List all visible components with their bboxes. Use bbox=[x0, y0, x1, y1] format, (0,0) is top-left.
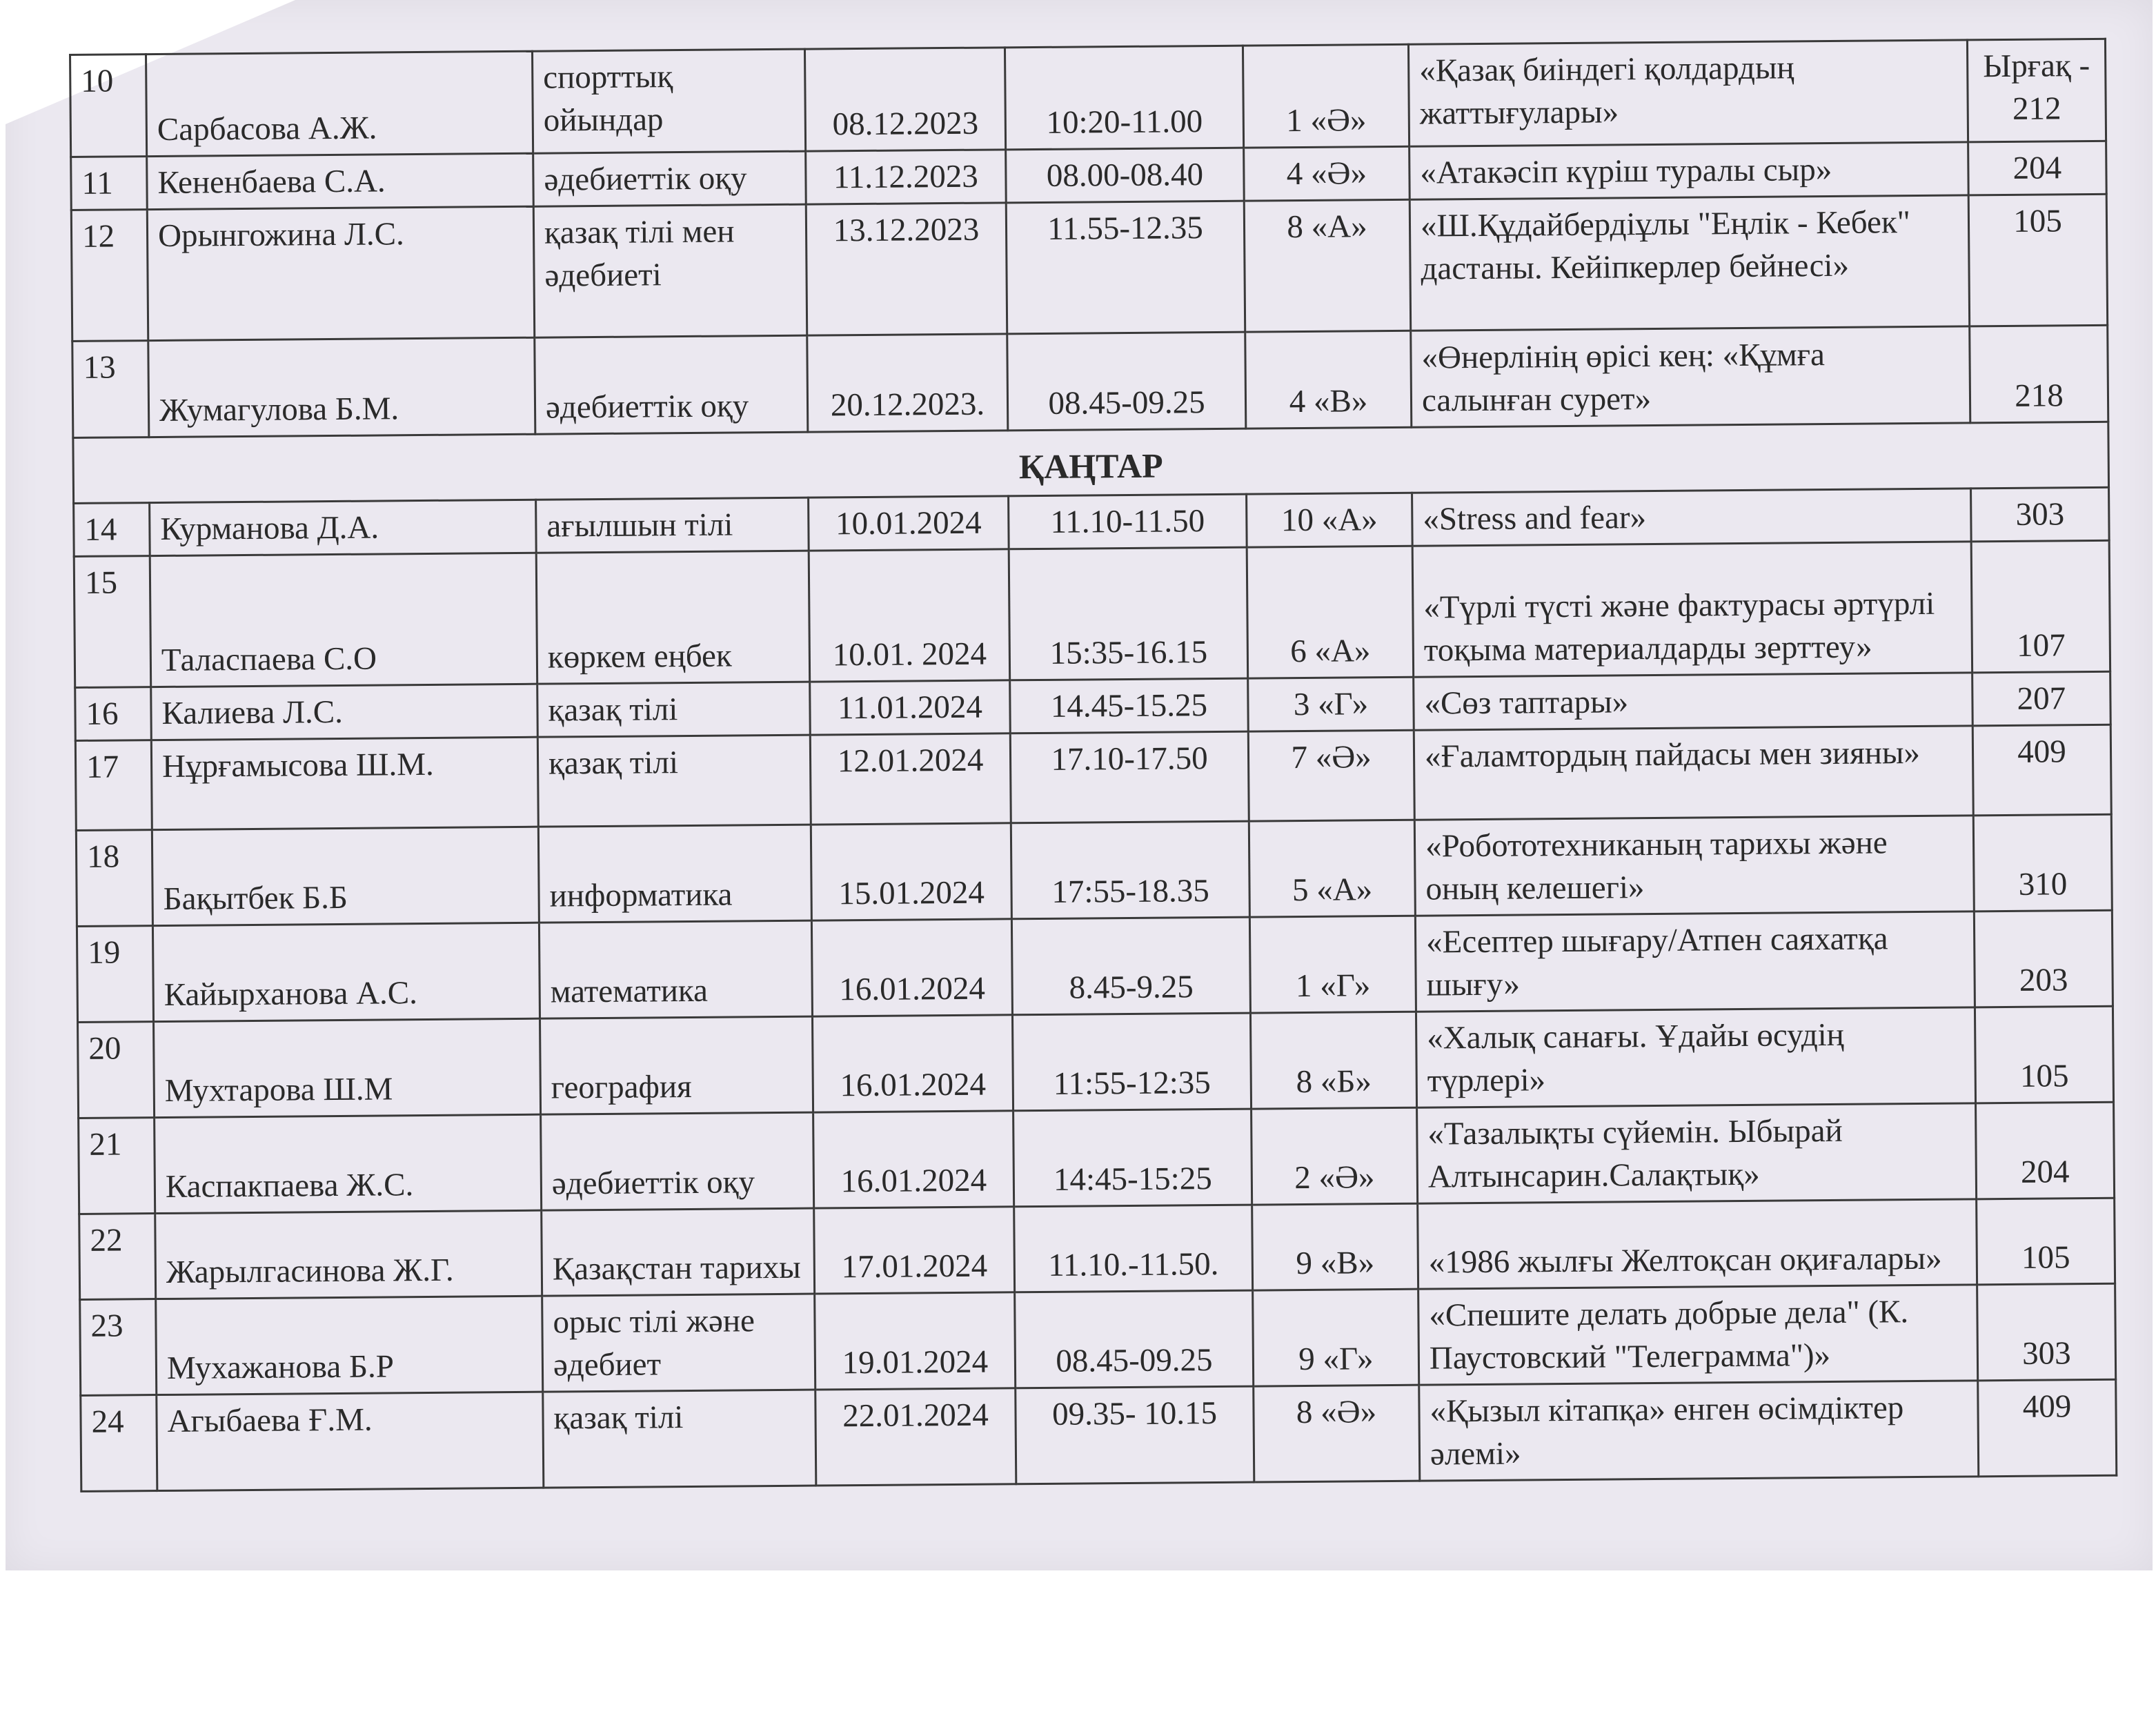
lesson-time: 11.10.-11.50. bbox=[1014, 1205, 1253, 1292]
subject: әдебиеттік оқу bbox=[541, 1112, 814, 1210]
lesson-topic: «Сөз таптары» bbox=[1414, 673, 1973, 730]
row-number: 20 bbox=[78, 1022, 155, 1118]
table-row bbox=[80, 1283, 2116, 1395]
teacher-name: Курманова Д.А. bbox=[150, 500, 537, 555]
lesson-time: 08.00-08.40 bbox=[1006, 148, 1245, 203]
lesson-time: 08.45-09.25 bbox=[1007, 332, 1246, 431]
teacher-name: Жарылгасинова Ж.Г. bbox=[155, 1210, 542, 1299]
table-body-january bbox=[74, 487, 2117, 1491]
room-number: Ырғақ - 212 bbox=[1967, 39, 2106, 142]
table-row bbox=[74, 540, 2110, 687]
lesson-date: 15.01.2024 bbox=[811, 823, 1011, 920]
lesson-topic: «Қазақ биіндегі қолдардың жаттығулары» bbox=[1408, 40, 1968, 146]
teacher-name: Агыбаева Ғ.М. bbox=[157, 1392, 544, 1490]
lesson-date: 08.12.2023 bbox=[804, 48, 1005, 151]
lesson-topic: «Түрлі түсті және фактурасы әртүрлі тоқыма материалдарды зерттеу» bbox=[1412, 542, 1972, 677]
class-grade: 8 «Ә» bbox=[1254, 1385, 1420, 1482]
room-number: 218 bbox=[1970, 325, 2108, 423]
lesson-topic: «Халық санағы. Ұдайы өсудің түрлері» bbox=[1416, 1007, 1975, 1107]
row-number: 15 bbox=[74, 556, 150, 688]
class-grade: 10 «А» bbox=[1247, 493, 1413, 547]
class-grade: 9 «Г» bbox=[1253, 1289, 1419, 1386]
lesson-time: 09.35- 10.15 bbox=[1016, 1386, 1254, 1484]
row-number: 12 bbox=[71, 210, 148, 342]
lesson-date: 12.01.2024 bbox=[810, 733, 1011, 825]
room-number: 203 bbox=[1974, 910, 2113, 1007]
subject: информатика bbox=[538, 825, 811, 923]
room-number: 303 bbox=[1971, 487, 2110, 542]
table-body-december bbox=[70, 39, 2109, 503]
lesson-time: 17:55-18.35 bbox=[1011, 821, 1249, 919]
teacher-name: Каспакпаева Ж.С. bbox=[155, 1114, 542, 1213]
lesson-topic: «Ғаламтордың пайдасы мен зияны» bbox=[1414, 726, 1973, 820]
row-number: 16 bbox=[75, 687, 152, 741]
class-grade: 9 «В» bbox=[1252, 1203, 1418, 1290]
teacher-name: Сарбасова А.Ж. bbox=[146, 51, 533, 156]
lesson-topic: «Өнерлінің өрісі кең: «Құмға салынған сурет» bbox=[1411, 326, 1970, 427]
lesson-topic: «Stress and fear» bbox=[1412, 489, 1972, 546]
lesson-topic: «Робототехниканың тарихы және оның келешегі» bbox=[1414, 816, 1974, 916]
subject: әдебиеттік оқу bbox=[535, 335, 808, 434]
table-row bbox=[70, 39, 2106, 157]
room-number: 204 bbox=[1976, 1102, 2115, 1199]
row-number: 24 bbox=[81, 1395, 157, 1492]
lesson-topic: «1986 жылғы Желтоқсан оқиғалары» bbox=[1418, 1199, 1977, 1289]
subject: спорттық ойындар bbox=[532, 49, 805, 153]
teacher-name: Калиева Л.С. bbox=[151, 684, 538, 740]
room-number: 105 bbox=[1968, 194, 2107, 326]
subject: орыс тілі және әдебиет bbox=[542, 1294, 815, 1392]
room-number: 409 bbox=[1972, 724, 2111, 816]
subject: математика bbox=[539, 920, 812, 1018]
teacher-name: Бақытбек Б.Б bbox=[152, 827, 539, 925]
month-heading: ҚАҢТАР bbox=[73, 422, 2109, 503]
row-number: 21 bbox=[79, 1118, 155, 1214]
row-number: 22 bbox=[79, 1214, 156, 1300]
schedule-table bbox=[69, 38, 2117, 1492]
room-number: 409 bbox=[1978, 1379, 2117, 1477]
lesson-time: 11.10-11.50 bbox=[1009, 494, 1247, 549]
lesson-date: 22.01.2024 bbox=[815, 1388, 1016, 1486]
table-row bbox=[81, 1379, 2117, 1491]
class-grade: 1 «Ә» bbox=[1243, 44, 1409, 148]
room-number: 207 bbox=[1972, 671, 2111, 726]
lesson-topic: «Ш.Құдайбердіұлы "Еңлік - Кебек" дастаны. Кейіпкерлер бейнесі» bbox=[1410, 195, 1969, 331]
class-grade: 2 «Ә» bbox=[1252, 1107, 1418, 1205]
room-number: 204 bbox=[1968, 141, 2107, 195]
lesson-date: 13.12.2023 bbox=[806, 203, 1007, 335]
subject: қазақ тілі мен әдебиеті bbox=[533, 204, 807, 337]
subject: Қазақстан тарихы bbox=[542, 1208, 815, 1296]
lesson-time: 15:35-16.15 bbox=[1009, 547, 1247, 680]
lesson-topic: «Атакәсіп күріш туралы сыр» bbox=[1410, 142, 1969, 199]
lesson-time: 17.10-17.50 bbox=[1010, 731, 1249, 823]
lesson-date: 11.01.2024 bbox=[810, 680, 1011, 735]
row-number: 14 bbox=[74, 503, 150, 557]
lesson-date: 11.12.2023 bbox=[806, 150, 1007, 204]
lesson-time: 08.45-09.25 bbox=[1015, 1290, 1254, 1388]
table-row bbox=[76, 814, 2112, 926]
teacher-name: Нұрғамысова Ш.М. bbox=[151, 737, 538, 829]
room-number: 310 bbox=[1973, 814, 2112, 911]
class-grade: 5 «А» bbox=[1249, 820, 1415, 917]
row-number: 17 bbox=[75, 740, 152, 831]
lesson-time: 14.45-15.25 bbox=[1010, 678, 1249, 733]
teacher-name: Мухтарова Ш.М bbox=[154, 1018, 541, 1117]
class-grade: 8 «А» bbox=[1244, 199, 1410, 332]
teacher-name: Мухажанова Б.Р bbox=[156, 1296, 543, 1394]
table-row bbox=[71, 194, 2107, 341]
schedule-table-wrapper bbox=[69, 38, 2115, 1492]
class-grade: 4 «Ә» bbox=[1244, 146, 1410, 201]
row-number: 10 bbox=[70, 55, 147, 157]
subject: әдебиеттік оқу bbox=[533, 151, 807, 206]
class-grade: 8 «Б» bbox=[1250, 1012, 1416, 1109]
row-number: 19 bbox=[77, 926, 153, 1023]
lesson-date: 16.01.2024 bbox=[813, 1111, 1014, 1208]
subject: қазақ тілі bbox=[537, 682, 811, 737]
room-number: 105 bbox=[1977, 1198, 2115, 1285]
row-number: 23 bbox=[80, 1299, 157, 1396]
table-row bbox=[77, 910, 2113, 1022]
lesson-date: 16.01.2024 bbox=[812, 1015, 1013, 1112]
lesson-topic: «Спешите делать добрые дела" (К. Паустовский "Телеграмма")» bbox=[1418, 1285, 1978, 1385]
class-grade: 1 «Г» bbox=[1249, 916, 1416, 1013]
lesson-date: 10.01.2024 bbox=[809, 496, 1009, 551]
table-row bbox=[79, 1102, 2115, 1214]
lesson-date: 19.01.2024 bbox=[815, 1292, 1016, 1390]
lesson-topic: «Тазалықты сүйемін. Ыбырай Алтынсарин.Салақтық» bbox=[1417, 1103, 1977, 1203]
lesson-time: 14:45-15:25 bbox=[1013, 1109, 1252, 1207]
table-row bbox=[79, 1198, 2115, 1299]
teacher-name: Кайырханова А.С. bbox=[152, 923, 540, 1021]
subject: көркем еңбек bbox=[536, 551, 809, 684]
teacher-name: Жумагулова Б.М. bbox=[148, 337, 535, 437]
lesson-time: 11.55-12.35 bbox=[1006, 201, 1245, 334]
lesson-topic: «Қызыл кітапқа» енген өсімдіктер әлемі» bbox=[1419, 1381, 1979, 1481]
class-grade: 6 «А» bbox=[1247, 546, 1413, 678]
lesson-time: 11:55-12:35 bbox=[1012, 1013, 1251, 1111]
lesson-date: 20.12.2023. bbox=[807, 334, 1008, 432]
subject: қазақ тілі bbox=[537, 735, 811, 827]
subject: қазақ тілі bbox=[543, 1390, 816, 1488]
table-row bbox=[72, 325, 2108, 437]
teacher-name: Орынгожина Л.С. bbox=[147, 206, 534, 340]
table-row bbox=[75, 724, 2111, 830]
room-number: 303 bbox=[1977, 1283, 2116, 1381]
lesson-date: 10.01. 2024 bbox=[809, 549, 1009, 682]
table-row bbox=[78, 1006, 2114, 1118]
class-grade: 4 «В» bbox=[1245, 331, 1412, 428]
lesson-time: 8.45-9.25 bbox=[1011, 917, 1250, 1015]
class-grade: 7 «Ә» bbox=[1248, 730, 1414, 821]
subject: география bbox=[540, 1016, 813, 1114]
lesson-time: 10:20-11.00 bbox=[1005, 46, 1243, 150]
lesson-topic: «Есептер шығару/Атпен саяхатқа шығу» bbox=[1415, 911, 1975, 1012]
row-number: 18 bbox=[76, 830, 152, 927]
scanned-page bbox=[6, 0, 2153, 1570]
teacher-name: Таласпаева С.О bbox=[150, 553, 537, 687]
teacher-name: Кененбаева С.А. bbox=[147, 153, 534, 209]
row-number: 13 bbox=[72, 341, 149, 438]
lesson-date: 17.01.2024 bbox=[814, 1207, 1015, 1294]
room-number: 107 bbox=[1971, 540, 2110, 673]
row-number: 11 bbox=[71, 157, 148, 210]
class-grade: 3 «Г» bbox=[1248, 677, 1414, 731]
subject: ағылшын тілі bbox=[536, 497, 809, 553]
lesson-date: 16.01.2024 bbox=[811, 919, 1012, 1016]
room-number: 105 bbox=[1975, 1006, 2113, 1103]
